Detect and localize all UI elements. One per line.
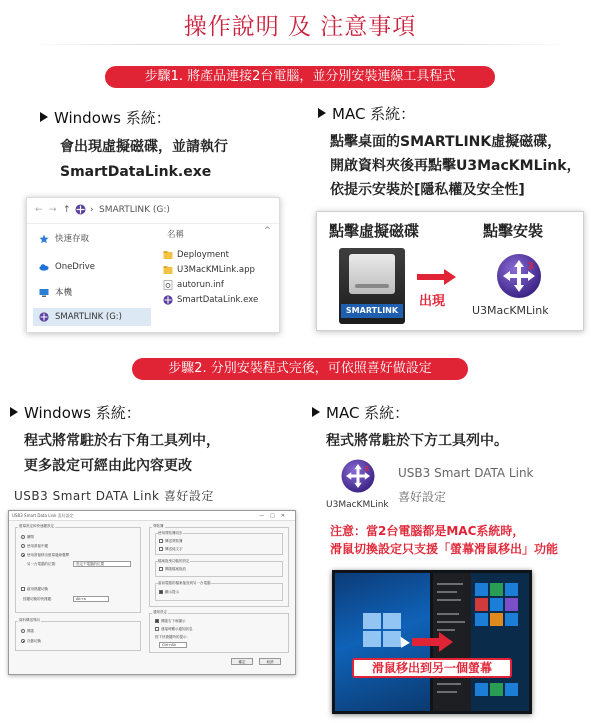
appears-label: 出現 xyxy=(419,294,446,309)
sidebar-item-label: 快速存取 xyxy=(55,234,90,244)
right-arrow-icon xyxy=(417,274,445,280)
windows-logo-icon xyxy=(363,613,403,649)
settings-file-icon xyxy=(163,280,173,290)
start-tile xyxy=(475,583,488,596)
mac-install-illustration xyxy=(316,211,584,331)
preferences-dialog xyxy=(8,510,296,675)
move-right-arrow-icon xyxy=(412,638,440,646)
step1-mac-heading xyxy=(318,103,415,124)
step1-mac-line-2: 開啟資料夾後再點擊U3MacKMLink， xyxy=(330,158,581,174)
checkbox-label: 連接時顯示通知訊息 xyxy=(161,627,193,631)
hotkey-checkbox[interactable] xyxy=(21,587,25,591)
radio-label: 關閉 xyxy=(27,535,34,539)
radio-label: 使用滑鼠移出螢幕邊緣選擇 xyxy=(27,553,69,557)
window-controls[interactable]: —□✕ xyxy=(259,513,291,519)
title-divider xyxy=(30,44,570,45)
file-name: autorun.inf xyxy=(177,280,224,290)
computer-icon xyxy=(39,288,49,298)
mac-pref-title xyxy=(398,461,534,509)
subgroup-title: 使用剪貼簿同步 xyxy=(158,531,183,535)
start-tile xyxy=(505,613,518,626)
radio-auto[interactable] xyxy=(21,639,25,643)
explorer-nav-bar xyxy=(27,198,279,224)
bullet-triangle-icon xyxy=(40,112,48,122)
subgroup-title: 當前電腦的檔案拖放到另一台電腦 xyxy=(158,581,211,585)
drive-path-icon xyxy=(75,204,86,218)
mac-pref-line-1: USB3 Smart DATA Link xyxy=(398,466,534,480)
right-arrow-head xyxy=(444,269,456,285)
sidebar-item-onedrive[interactable] xyxy=(33,258,151,276)
step2-windows-heading-text: Windows 系統： xyxy=(24,404,141,422)
bullet-triangle-icon xyxy=(10,407,18,417)
disk-drive-shape xyxy=(349,254,395,294)
sidebar-item-smartlink[interactable] xyxy=(33,308,151,326)
forward-arrow-icon[interactable]: → xyxy=(49,205,57,215)
start-tile xyxy=(475,613,488,626)
hotkey-input[interactable] xyxy=(73,596,109,602)
ok-button[interactable]: 確定 xyxy=(231,658,253,665)
mac-note xyxy=(330,522,558,558)
file-row-smartdatalink-exe[interactable] xyxy=(161,293,258,307)
radio-label: 使用滑鼠中鍵 xyxy=(27,544,48,548)
virtual-disk-icon[interactable] xyxy=(339,248,405,324)
chevron-up-icon: ^ xyxy=(263,226,271,236)
file-name: SmartDataLink.exe xyxy=(177,295,259,305)
step1-windows-line-1: 會出現虛擬磁碟，並請執行 xyxy=(60,139,228,155)
u3mackmlink-app-icon[interactable] xyxy=(495,252,543,300)
subgroup-title: 檔案拖曳功能的設定 xyxy=(158,559,190,563)
step1-mac-heading-text: MAC 系統： xyxy=(332,105,416,123)
back-arrow-icon[interactable]: ← xyxy=(35,205,43,215)
u3mackmlink-tray-icon[interactable] xyxy=(340,458,376,494)
click-install-label: 點擊安裝 xyxy=(483,222,544,240)
up-arrow-icon[interactable]: ↑ xyxy=(63,205,71,215)
app-name-caption: U3MacKMLink xyxy=(472,304,549,317)
radio-middle-button[interactable] xyxy=(21,544,25,548)
cloud-icon xyxy=(39,262,49,272)
svg-text:3: 3 xyxy=(364,463,369,473)
file-row-deployment[interactable] xyxy=(161,248,229,262)
tray-icon-checkbox[interactable] xyxy=(155,619,159,623)
usb-drive-icon xyxy=(39,312,49,322)
sidebar-item-this-pc[interactable] xyxy=(33,284,151,302)
radio-label: 開啟 xyxy=(27,629,34,633)
sidebar-item-label: OneDrive xyxy=(55,262,95,272)
note-line-2: 滑鼠切換設定只支援「螢幕滑鼠移出」功能 xyxy=(330,542,559,556)
show-hint-checkbox[interactable] xyxy=(159,590,163,594)
folder-icon xyxy=(163,250,173,260)
note-line-1: 注意：當2台電腦都是MAC系統時， xyxy=(330,524,525,538)
position-select[interactable] xyxy=(73,561,131,567)
radio-off[interactable] xyxy=(21,535,25,539)
group-title: 剪貼簿 xyxy=(153,524,164,528)
checkbox-label: 傳送剪貼簿 xyxy=(165,539,183,543)
start-tile xyxy=(490,583,503,596)
start-tile xyxy=(490,683,503,696)
start-tile xyxy=(505,583,518,596)
start-tile xyxy=(490,613,503,626)
drag-drop-checkbox[interactable] xyxy=(159,567,163,571)
dialog-title-bar xyxy=(9,511,295,521)
step1-windows-line-2: SmartDataLink.exe xyxy=(60,164,212,180)
dual-screen-screenshot xyxy=(332,570,532,714)
start-tile xyxy=(505,683,518,696)
page-title: 操作說明 及 注意事項 xyxy=(183,14,417,40)
file-row-u3mackmlink-app[interactable] xyxy=(161,263,255,277)
tray-app-caption: U3MacKMLink xyxy=(326,500,389,510)
radio-edge-move[interactable] xyxy=(21,553,25,557)
checkbox-label: 開啟檔案拖放 xyxy=(165,567,186,571)
checkbox-label: 啟用熱鍵切換 xyxy=(27,587,48,591)
hotkey-value: Alt+a xyxy=(76,597,86,601)
app-icon xyxy=(163,295,173,305)
folder-icon xyxy=(163,265,173,275)
step2-mac-heading-text: MAC 系統： xyxy=(326,404,410,422)
hint-key-input[interactable] xyxy=(159,642,187,648)
start-tile xyxy=(475,683,488,696)
group-title: 螢幕設定和快速鍵設定 xyxy=(19,524,54,528)
send-clipboard-checkbox[interactable] xyxy=(159,539,163,543)
file-explorer-window xyxy=(26,197,280,333)
send-text-checkbox[interactable] xyxy=(159,547,163,551)
mac-pref-line-2: 喜好設定 xyxy=(398,490,447,504)
address-path[interactable]: SMARTLINK (G:) xyxy=(99,205,170,215)
bullet-triangle-icon xyxy=(318,108,326,118)
group-title: 通知設定 xyxy=(153,610,167,614)
sidebar-item-quick-access[interactable] xyxy=(33,230,151,248)
explorer-sidebar xyxy=(33,226,151,330)
notify-checkbox[interactable] xyxy=(155,627,159,631)
step1-banner: 步驟1. 將產品連接2台電腦，並分別安裝連線工具程式 xyxy=(105,66,495,88)
hotkey-label: 按鍵切換的快捷鍵： xyxy=(23,597,55,601)
star-icon xyxy=(39,234,49,244)
step2-mac-heading xyxy=(312,402,409,423)
step1-windows-heading xyxy=(40,107,171,128)
position-label: 另一台電腦的位置： xyxy=(27,562,59,566)
radio-label: 自動切換 xyxy=(27,639,41,643)
move-to-other-screen-label: 滑鼠移出到另一個螢幕 xyxy=(352,658,512,678)
step1-mac-line-3: 依提示安裝於[隱私權及安全性] xyxy=(330,182,525,198)
click-disk-label: 點擊虛擬磁碟 xyxy=(329,222,420,240)
file-name: U3MacKMLink.app xyxy=(177,265,255,275)
start-tile xyxy=(505,598,518,611)
group-data-transfer xyxy=(15,621,141,651)
position-select-value: 設定不電腦的位置 xyxy=(76,562,104,566)
start-tile xyxy=(490,598,503,611)
step2-windows-heading xyxy=(10,402,141,423)
windows-pref-title: USB3 Smart DATA Link 喜好設定 xyxy=(14,489,214,503)
explorer-file-list xyxy=(159,226,277,330)
step2-windows-line-2: 更多設定可經由此內容更改 xyxy=(24,458,192,474)
hint-key-label: 按下快捷鍵時的提示： xyxy=(155,635,190,639)
cancel-button[interactable]: 取消 xyxy=(259,658,281,665)
svg-text:3: 3 xyxy=(528,261,534,272)
move-right-arrow-head xyxy=(439,632,453,652)
group-title: 資料傳送導向 xyxy=(19,618,40,622)
disk-label: SMARTLINK xyxy=(341,304,403,318)
step2-banner: 步驟2. 分別安裝程式完後，可依照喜好做設定 xyxy=(132,358,468,380)
step1-windows-heading-text: Windows 系統： xyxy=(54,109,171,127)
sidebar-item-label: SMARTLINK (G:) xyxy=(55,312,122,322)
column-header-name[interactable]: 名稱 xyxy=(167,230,185,240)
checkbox-label: 開啟右下角圖示 xyxy=(161,619,186,623)
checkbox-label: 傳送純文字 xyxy=(165,547,183,551)
step2-mac-line: 程式將常駐於下方工具列中。 xyxy=(326,433,508,449)
file-name: Deployment xyxy=(177,250,229,260)
file-row-autorun[interactable] xyxy=(161,278,224,292)
radio-open[interactable] xyxy=(21,629,25,633)
checkbox-label: 顯示提示 xyxy=(165,590,179,594)
path-separator: › xyxy=(90,205,94,215)
bullet-triangle-icon xyxy=(312,407,320,417)
step2-windows-line-1: 程式將常駐於右下角工具列中， xyxy=(24,433,220,449)
sidebar-item-label: 本機 xyxy=(55,288,73,298)
start-tile xyxy=(475,598,488,611)
step1-mac-line-1: 點擊桌面的SMARTLINK虛擬磁碟， xyxy=(330,134,562,150)
dialog-title: USB3 Smart Data Link 喜好設定 xyxy=(12,513,74,518)
hint-key-value: Ctrl+Alt xyxy=(162,643,176,647)
